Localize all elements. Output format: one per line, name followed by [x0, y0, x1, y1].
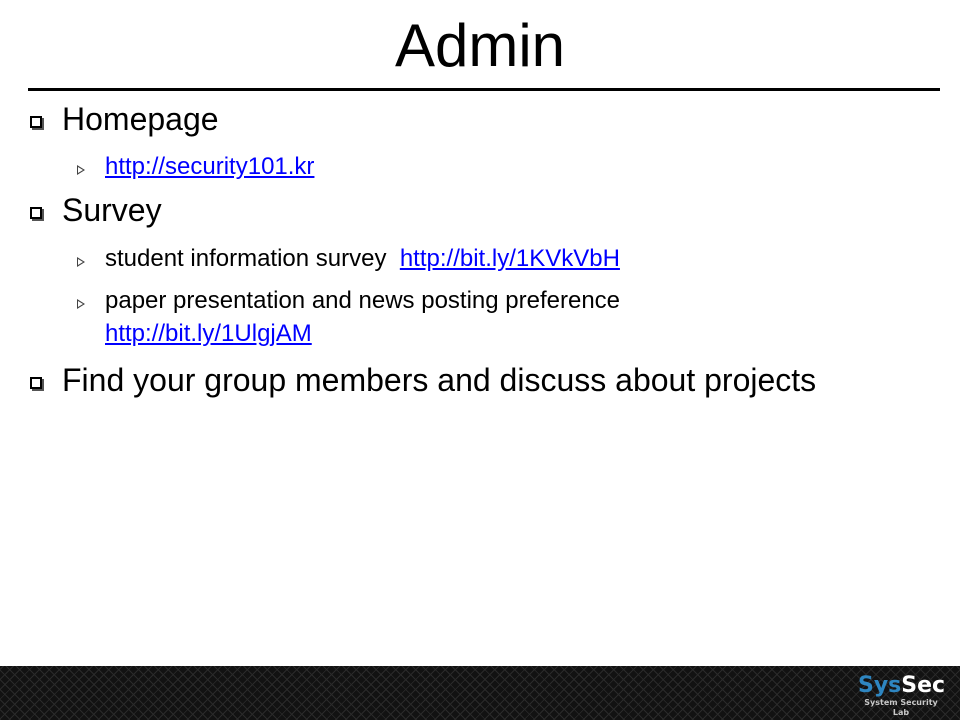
square-bullet-icon — [30, 377, 42, 389]
list-item-preference-survey — [105, 284, 945, 350]
triangle-bullet-icon — [78, 258, 85, 266]
preference-survey-text: paper presentation and news posting preference — [105, 287, 621, 314]
section-heading-homepage: Homepage — [62, 101, 219, 137]
title-underline — [28, 88, 940, 91]
square-bullet-icon — [30, 116, 42, 128]
footer-bar — [0, 666, 960, 720]
list-item-student-survey — [105, 242, 945, 275]
square-bullet-icon — [30, 207, 42, 219]
preference-survey-link[interactable]: http://bit.ly/1UlgjAM — [105, 320, 312, 347]
student-survey-text: student information survey — [105, 245, 387, 272]
homepage-link[interactable]: http://security101.kr — [105, 153, 315, 180]
slide-title: Admin — [394, 12, 566, 79]
section-heading-survey: Survey — [62, 192, 162, 228]
student-survey-link[interactable]: http://bit.ly/1KVkVbH — [399, 245, 620, 272]
logo-wordmark: SysSec — [858, 673, 946, 698]
triangle-bullet-icon — [78, 166, 85, 174]
section-heading-group: Find your group members and discuss about projects — [62, 362, 817, 398]
syssec-logo — [858, 674, 944, 716]
logo-subtitle: System Security Lab — [864, 698, 938, 717]
list-item-homepage-link — [105, 150, 945, 183]
triangle-bullet-icon — [78, 300, 85, 308]
